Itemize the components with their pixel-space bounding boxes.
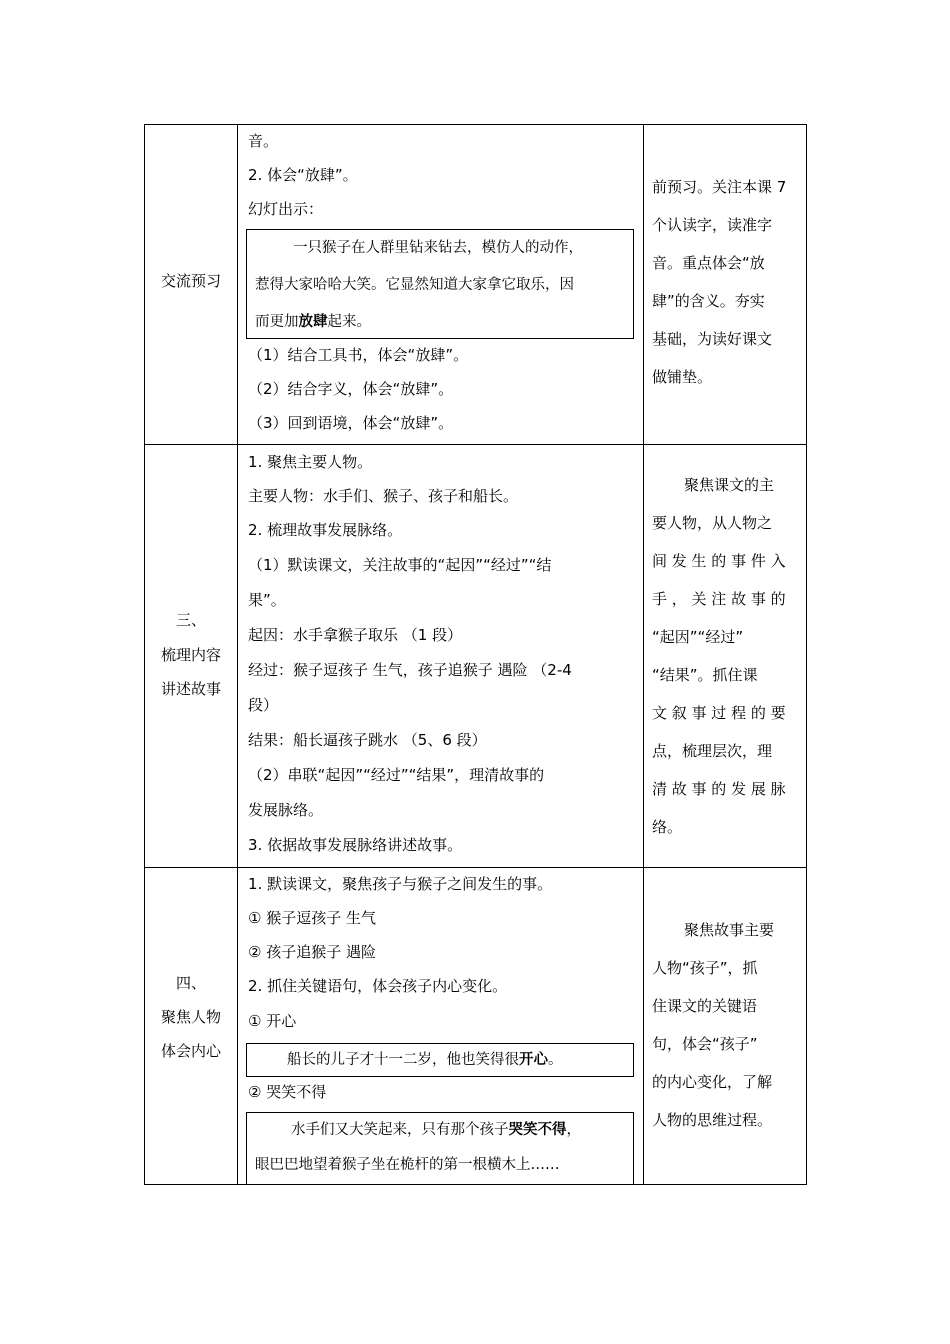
content-line: 经过：猴子逗孩子 生气，孩子追猴子 遇险 （2-4	[248, 661, 572, 679]
content-line: 结果：船长逼孩子跳水 （5、6 段）	[248, 731, 487, 749]
note-line: “起因”“经过”	[652, 628, 744, 646]
stage-cell	[145, 125, 237, 444]
note-line: 文 叙 事 过 程 的 要	[652, 704, 786, 722]
content-line: 幻灯出示：	[248, 200, 324, 218]
note-cell	[644, 445, 806, 867]
note-line: 人物的思维过程。	[652, 1111, 773, 1129]
note-line: 音。重点体会“放	[652, 254, 765, 272]
content-line: 主要人物：水手们、猴子、孩子和船长。	[248, 487, 519, 505]
note-line: 个认读字，读准字	[652, 216, 773, 234]
table-row	[145, 125, 806, 444]
content-line: （2）串联“起因”“经过”“结果”，理清故事的	[248, 766, 545, 784]
stage-label: 四、	[175, 974, 206, 992]
note-cell	[644, 868, 806, 1184]
content-line: 2. 梳理故事发展脉络。	[248, 521, 403, 539]
quote-line: 惹得大家哈哈大笑。它显然知道大家拿它取乐，因	[255, 277, 574, 293]
note-line: 清 故 事 的 发 展 脉	[652, 780, 786, 798]
stage-label: 讲述故事	[160, 680, 221, 698]
stage-label: 体会内心	[160, 1042, 221, 1060]
note-line: 间 发 生 的 事 件 入	[652, 552, 786, 570]
quote-box	[246, 1043, 634, 1077]
quote-emphasis: 放肆	[298, 313, 328, 330]
content-cell	[238, 125, 643, 444]
content-cell	[238, 445, 643, 867]
lesson-plan-table	[144, 124, 807, 1185]
stage-label: 三、	[175, 611, 206, 629]
quote-line: 眼巴巴地望着猴子坐在桅杆的第一根横木上……	[255, 1157, 560, 1173]
quote-text: ，	[566, 1122, 581, 1138]
content-line: ① 开心	[248, 1012, 297, 1030]
content-line: ② 孩子追猴子 遇险	[248, 943, 376, 961]
quote-line	[291, 1120, 581, 1140]
content-line: 1. 默读课文，聚焦孩子与猴子之间发生的事。	[248, 875, 553, 893]
content-line: ② 哭笑不得	[248, 1083, 327, 1101]
note-line: 聚焦课文的主	[684, 476, 775, 494]
content-line: （2）结合字义，体会“放肆”。	[248, 380, 454, 398]
content-line: 2. 抓住关键语句，体会孩子内心变化。	[248, 977, 508, 995]
note-line: 前预习。关注本课 7	[652, 178, 787, 196]
quote-line: 一只猴子在人群里钻来钻去，模仿人的动作，	[293, 240, 583, 256]
content-line: ① 猴子逗孩子 生气	[248, 909, 376, 927]
stage-label: 交流预习	[160, 272, 221, 290]
note-cell	[644, 125, 806, 444]
quote-text: 起来。	[327, 314, 371, 330]
content-line: （1）默读课文，关注故事的“起因”“经过”“结	[248, 556, 552, 574]
quote-text: 水手们又大笑起来，只有那个孩子	[291, 1122, 509, 1138]
note-line: 做铺垫。	[652, 368, 713, 386]
content-line: 段）	[248, 696, 279, 714]
content-line: （1）结合工具书，体会“放肆”。	[248, 346, 469, 364]
note-line: 络。	[652, 818, 683, 836]
content-cell	[238, 868, 643, 1184]
quote-text: 。	[548, 1052, 563, 1068]
content-line: 果”。	[248, 591, 286, 609]
content-line: 1. 聚焦主要人物。	[248, 453, 373, 471]
content-line: 起因：水手拿猴子取乐 （1 段）	[248, 626, 463, 644]
stage-label: 聚焦人物	[160, 1008, 221, 1026]
note-line: 句，体会“孩子”	[652, 1035, 758, 1053]
stage-cell	[145, 868, 237, 1184]
quote-line	[287, 1050, 563, 1070]
note-line: 要人物，从人物之	[652, 514, 773, 532]
note-line: 住课文的关键语	[652, 997, 758, 1015]
note-line: 聚焦故事主要	[684, 921, 775, 939]
note-line: 手 ， 关 注 故 事 的	[652, 590, 786, 608]
note-line: 肆”的含义。夯实	[652, 292, 765, 310]
note-line: “结果”。抓住课	[652, 666, 758, 684]
stage-label: 梳理内容	[160, 646, 221, 664]
quote-emphasis: 开心	[519, 1051, 548, 1068]
content-line: 2. 体会“放肆”。	[248, 166, 358, 184]
quote-emphasis: 哭笑不得	[508, 1121, 567, 1138]
note-line: 点，梳理层次，理	[652, 742, 773, 760]
quote-box	[246, 229, 634, 339]
content-line: 音。	[248, 132, 279, 150]
note-line: 人物“孩子”，抓	[652, 959, 758, 977]
quote-text: 船长的儿子才十一二岁，他也笑得很	[287, 1052, 519, 1068]
content-line: （3）回到语境，体会“放肆”。	[248, 414, 454, 432]
content-line: 发展脉络。	[248, 801, 324, 819]
note-line: 基础，为读好课文	[652, 330, 773, 348]
content-line: 3. 依据故事发展脉络讲述故事。	[248, 836, 463, 854]
quote-box	[246, 1112, 634, 1185]
quote-line	[255, 312, 371, 332]
table-row	[145, 444, 806, 867]
quote-text: 而更加	[255, 314, 299, 330]
note-line: 的内心变化，了解	[652, 1073, 773, 1091]
stage-cell	[145, 445, 237, 867]
table-row	[145, 867, 806, 1184]
